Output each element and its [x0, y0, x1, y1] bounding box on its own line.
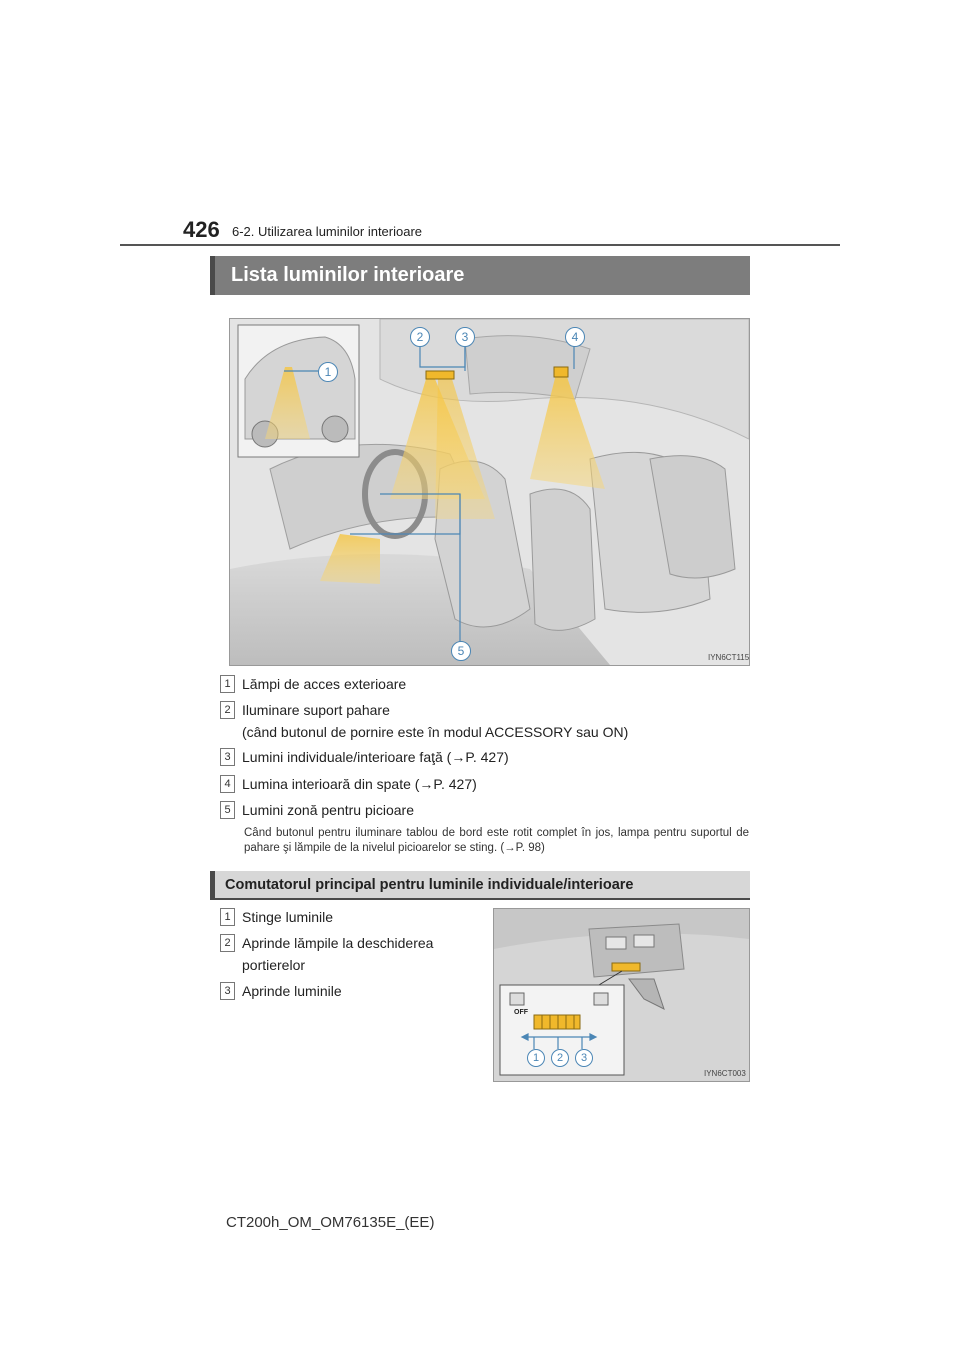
header-divider	[120, 244, 840, 246]
switch-figure	[493, 908, 750, 1082]
item-number: 5	[220, 801, 235, 819]
item-text-continued: (când butonul de pornire este în modul ACCESSORY sau ON)	[242, 724, 629, 740]
item-number: 2	[220, 701, 235, 719]
item-number: 3	[220, 748, 235, 766]
callout-5: 5	[451, 641, 471, 661]
document-id: CT200h_OM_OM76135E_(EE)	[226, 1214, 435, 1231]
page-number: 426	[183, 217, 220, 242]
item-text: Aprinde lămpile la deschiderea	[242, 935, 434, 951]
item-text: Lumini zonă pentru picioare	[242, 802, 414, 818]
item-number: 1	[220, 908, 235, 926]
item-text: Aprinde luminile	[242, 983, 342, 999]
note-text: Când butonul pentru iluminare tablou de bord este rotit complet în jos, lampa pentru suportul de pahare şi lămpile de la nivelul picioarelor se sting. (→P. 98)	[244, 827, 749, 854]
callout-3: 3	[455, 327, 475, 347]
figure-code: IYN6CT115	[708, 653, 750, 662]
off-label: OFF	[514, 1009, 528, 1016]
chapter-title: 6-2. Utilizarea luminilor interioare	[232, 224, 423, 239]
item-text: Lumini individuale/interioare faţă (→P. 427)	[242, 749, 509, 765]
switch-callout-1: 1	[527, 1049, 545, 1067]
item-number: 2	[220, 934, 235, 952]
item-number: 1	[220, 675, 235, 693]
section-title: Lista luminilor interioare	[231, 264, 465, 286]
callout-1: 1	[318, 362, 338, 382]
subsection-title: Comutatorul principal pentru luminile individuale/interioare	[225, 877, 634, 893]
figure-code: IYN6CT003	[704, 1069, 746, 1078]
item-number: 4	[220, 775, 235, 793]
interior-lights-figure	[229, 318, 750, 666]
interior-illustration	[230, 319, 749, 665]
switch-callout-2: 2	[551, 1049, 569, 1067]
subsection-heading	[210, 871, 750, 900]
item-text: Stinge luminile	[242, 909, 334, 925]
item-text-continued: portierelor	[242, 957, 306, 973]
switch-callout-3: 3	[575, 1049, 593, 1067]
item-text: Lumina interioară din spate (→P. 427)	[242, 776, 477, 792]
item-text: Lămpi de acces exterioare	[242, 676, 407, 692]
callout-4: 4	[565, 327, 585, 347]
section-heading	[210, 256, 750, 295]
item-number: 3	[220, 982, 235, 1000]
callout-2: 2	[410, 327, 430, 347]
item-text: Iluminare suport pahare	[242, 702, 390, 718]
